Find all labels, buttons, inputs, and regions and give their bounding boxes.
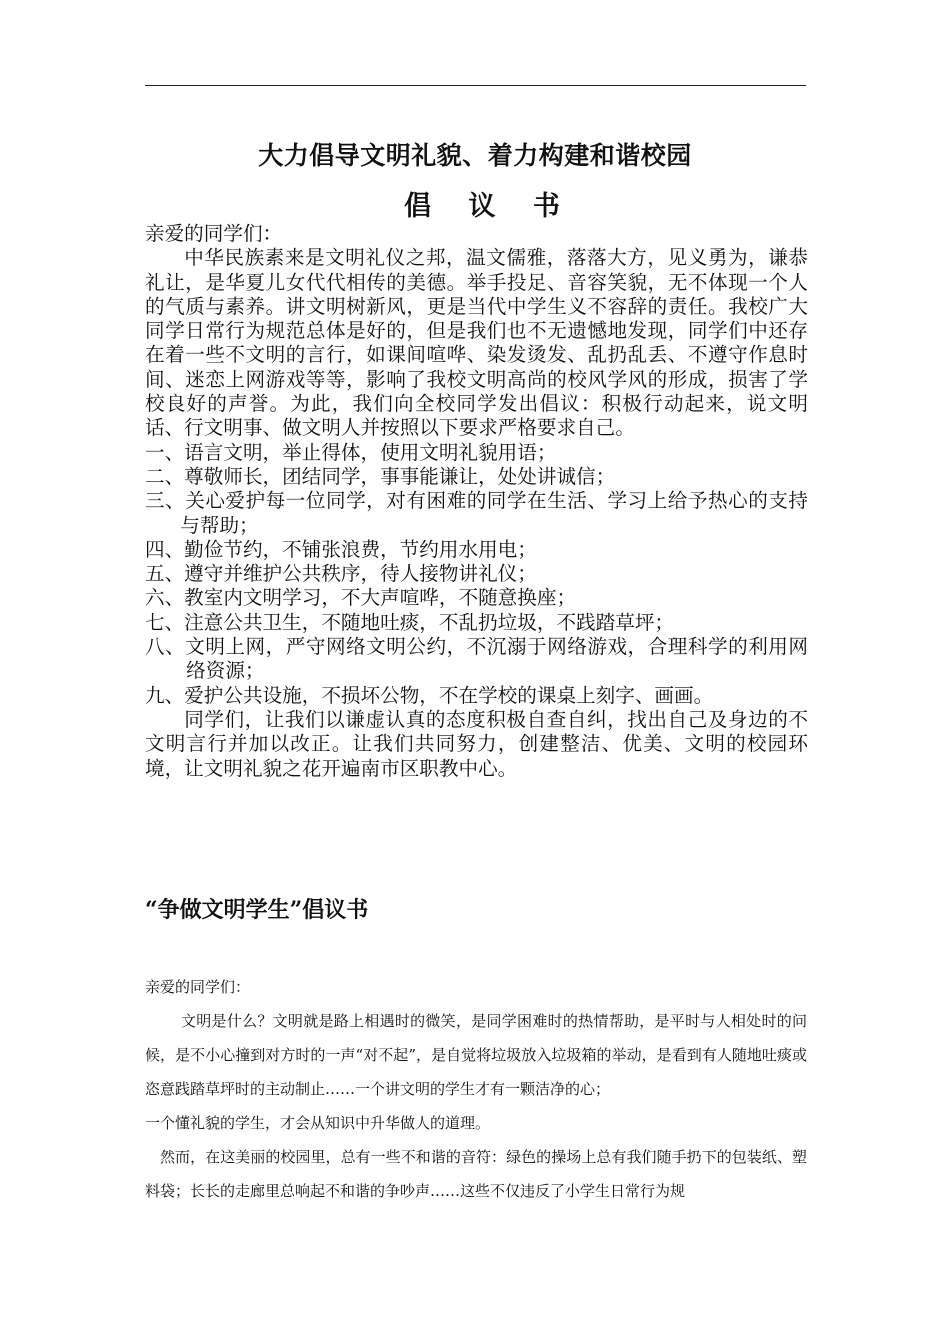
proposal-body — [145, 222, 808, 781]
section-title: “争做文明学生”倡议书 — [145, 897, 369, 923]
document-title: 大力倡导文明礼貌、着力构建和谐校园 — [258, 141, 692, 170]
paragraph: 然而，在这美丽的校园里，总有一些不和谐的音符：绿色的操场上总有我们随手扔下的包装纸、塑料袋；长长的走廊里总响起不和谐的争吵声……这些不仅违反了小学生日常行为规 — [145, 1148, 807, 1200]
list-item: 八、文明上网，严守网络文明公约，不沉溺于网络游戏，合理科学的利用网络资源； — [145, 635, 808, 683]
list-item: 四、勤俭节约，不铺张浪费，节约用水用电； — [145, 537, 537, 561]
greeting: 亲爱的同学们： — [145, 978, 251, 996]
list-item: 六、教室内文明学习，不大声喧哗，不随意换座； — [145, 586, 577, 610]
list-item: 三、关心爱护每一位同学，对有困难的同学在生活、学习上给予热心的支持与帮助； — [145, 489, 808, 537]
list-item: 五、遵守并维护公共秩序，待人接物讲礼仪； — [145, 562, 537, 586]
header-rule — [145, 85, 806, 86]
closing-paragraph: 同学们，让我们以谦虚认真的态度积极自查自纠，找出自己及身边的不文明言行并加以改正。让我们共同努力，创建整洁、优美、文明的校园环境，让文明礼貌之花开遍南市区职教中心。 — [145, 707, 808, 780]
document-subtitle: 倡 议 书 — [404, 191, 574, 222]
list-item: 二、尊敬师长，团结同学，事事能谦让，处处讲诚信； — [145, 464, 616, 488]
list-item: 九、爱护公共设施，不损坏公物，不在学校的课桌上刻字、画画。 — [145, 683, 714, 707]
second-proposal-body — [145, 970, 807, 1208]
list-item: 一、语言文明，举止得体，使用文明礼貌用语； — [145, 440, 557, 464]
intro-paragraph: 中华民族素来是文明礼仪之邦，温文儒雅，落落大方，见义勇为，谦恭礼让，是华夏儿女代代相传的美德。举手投足、音容笑貌，无不体现一个人的气质与素养。讲文明树新风，更是当代中学生义不容辞的责任。我校广大同学日常行为规范总体是好的，但是我们也不无遗憾地发现，同学们中还存在着一些不文明的言行，如课间喧哗、染发烫发、乱扔乱丢、不遵守作息时间、迷恋上网游戏等等，影响了我校文明高尚的校风学风的形成，损害了学校良好的声誉。为此，我们向全校同学发出倡议：积极行动起来，说文明话、行文明事、做文明人并按照以下要求严格要求自己。 — [145, 246, 808, 440]
greeting: 亲爱的同学们： — [145, 222, 283, 245]
paragraph-continuation: 一个懂礼貌的学生，才会从知识中升华做人的道理。 — [145, 1114, 491, 1132]
list-item: 七、注意公共卫生，不随地吐痰，不乱扔垃圾，不践踏草坪； — [145, 610, 675, 634]
paragraph: 文明是什么？文明就是路上相遇时的微笑，是同学困难时的热情帮助，是平时与人相处时的问候，是不小心撞到对方时的一声“对不起”，是自觉将垃圾放入垃圾箱的举动，是看到有人随地吐痰或恣意践踏草坪时的主动制止……一个讲文明的学生才有一颗洁净的心； — [145, 1012, 807, 1098]
